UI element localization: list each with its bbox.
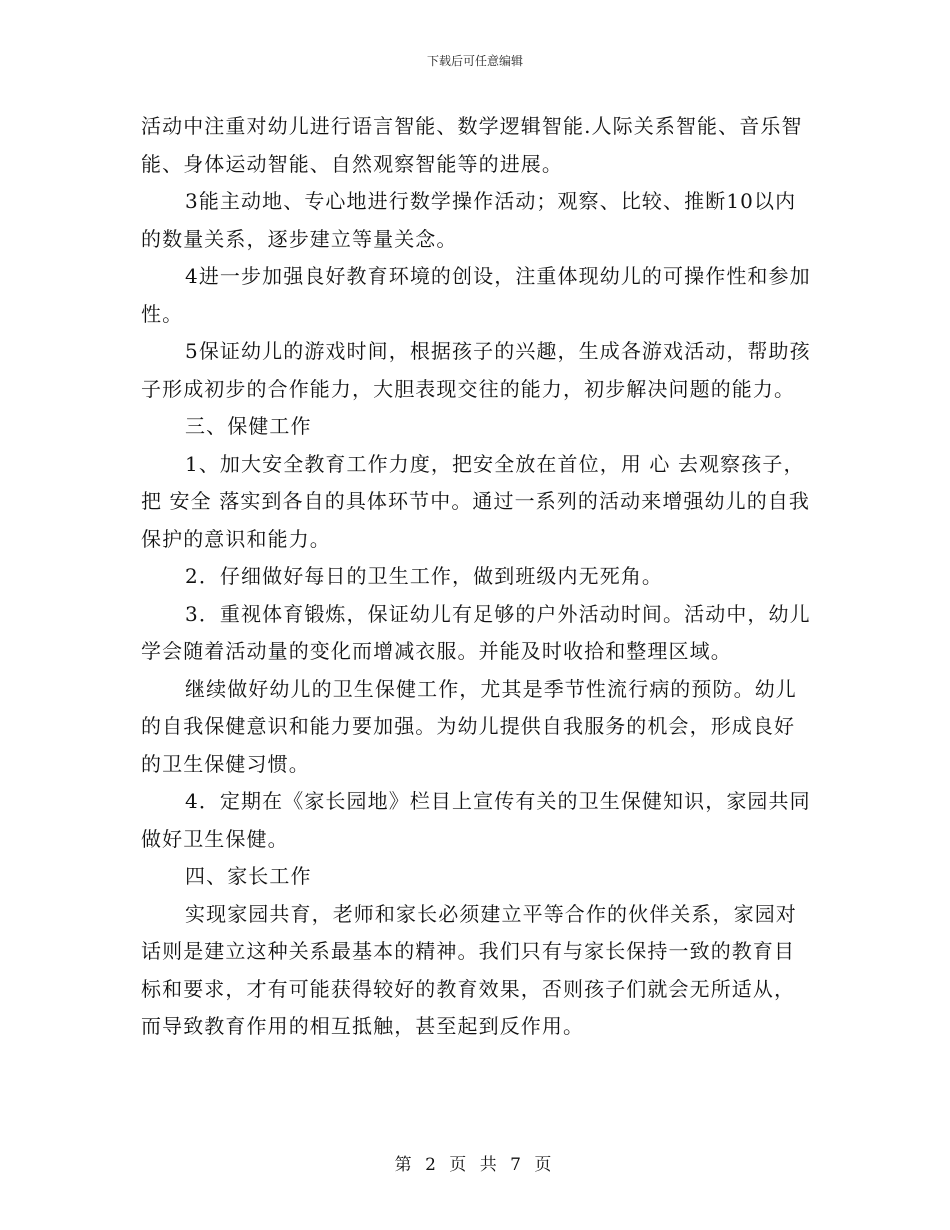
paragraph: 4进一步加强良好教育环境的创设，注重体现幼儿的可操作性和参加性。: [141, 264, 811, 326]
paragraph: 继续做好幼儿的卫生保健工作，尤其是季节性流行病的预防。幼儿的自我保健意识和能力要加强。为幼儿提供自我服务的机会，形成良好的卫生保健习惯。: [141, 676, 797, 776]
paragraph: 5保证幼儿的游戏时间，根据孩子的兴趣，生成各游戏活动，帮助孩子形成初步的合作能力，大胆表现交往的能力，初步解决问题的能力。: [141, 339, 811, 401]
paragraph: 实现家园共育，老师和家长必须建立平等合作的伙伴关系，家园对话则是建立这种关系最基本的精神。我们只有与家长保持一致的教育目标和要求，才有可能获得较好的教育效果，否则孩子们就会无所适从，而导致教育作用的相互抵触，甚至起到反作用。: [141, 901, 797, 1038]
paragraph: 4．定期在《家长园地》栏目上宣传有关的卫生保健知识，家园共同做好卫生保健。: [141, 789, 811, 851]
section-heading: 三、保健工作: [185, 414, 312, 438]
paragraph: 3能主动地、专心地进行数学操作活动；观察、比较、推断10以内的数量关系，逐步建立等量关念。: [141, 189, 797, 251]
document-body: [141, 108, 813, 1046]
page-header: 下载后可任意编辑: [426, 54, 523, 68]
paragraph: 3．重视体育锻炼，保证幼儿有足够的户外活动时间。活动中，幼儿学会随着活动量的变化而增减衣服。并能及时收拾和整理区域。: [141, 601, 811, 663]
section-heading: 四、家长工作: [185, 864, 312, 888]
page-number: 第 2 页 共 7 页: [394, 1155, 556, 1175]
paragraph: 活动中注重对幼儿进行语言智能、数学逻辑智能.人际关系智能、音乐智能、身体运动智能、自然观察智能等的进展。: [141, 114, 803, 176]
paragraph: 1、加大安全教育工作力度，把安全放在首位，用 心 去观察孩子，把 安全 落实到各自的具体环节中。通过一系列的活动来增强幼儿的自我保护的意识和能力。: [141, 451, 811, 551]
paragraph: 2．仔细做好每日的卫生工作，做到班级内无死角。: [185, 564, 664, 588]
